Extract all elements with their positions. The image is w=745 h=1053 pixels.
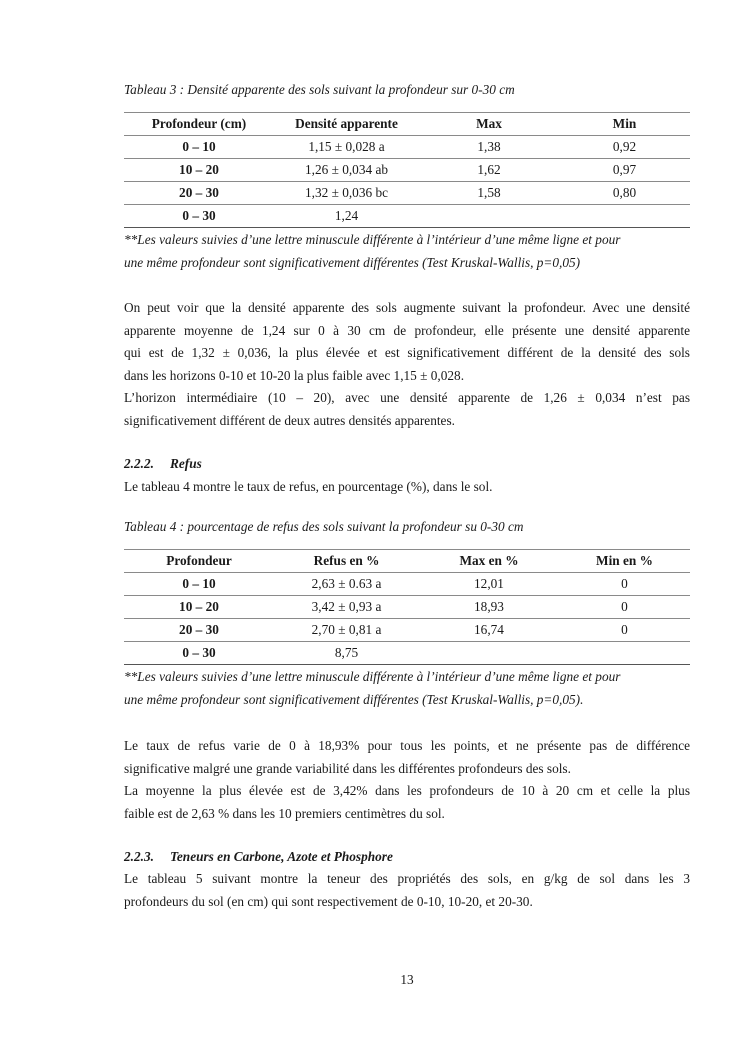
- paragraph-densite: [124, 297, 690, 432]
- table3-note-line: une même profondeur sont significativement différentes (Test Kruskal-Wallis, p=0,05): [124, 254, 581, 270]
- table3-header-densite: Densité apparente: [274, 113, 419, 136]
- table3-cell-max: 1,58: [419, 182, 559, 205]
- paragraph-line: qui est de 1,32 ± 0,036, la plus élevée et est significativement différent de la densité des sols: [124, 345, 690, 360]
- table-row: [124, 596, 690, 619]
- table4-header-row: [124, 550, 690, 573]
- paragraph-line: dans les horizons 0-10 et 10-20 la plus faible avec 1,15 ± 0,028.: [124, 367, 465, 383]
- table4-header-refus: Refus en %: [274, 550, 419, 573]
- table3-header-row: [124, 113, 690, 136]
- page-number: 13: [400, 972, 414, 987]
- table4-cell-profondeur: 0 – 10: [124, 573, 274, 596]
- table-row: [124, 182, 690, 205]
- section-title: Refus: [170, 456, 202, 471]
- table3-cell-min: 0,92: [559, 136, 690, 159]
- table4-cell-min: 0: [559, 573, 690, 596]
- table3-cell-min: [559, 205, 690, 228]
- table4-cell-max: [419, 642, 559, 665]
- paragraph-line: faible est de 2,63 % dans les 10 premiers centimètres du sol.: [124, 805, 445, 821]
- table-row: [124, 573, 690, 596]
- table4-cell-refus: 8,75: [274, 642, 419, 665]
- table4-cell-profondeur: 20 – 30: [124, 619, 274, 642]
- table3-caption: Tableau 3 : Densité apparente des sols suivant la profondeur sur 0-30 cm: [124, 82, 515, 97]
- table4-cell-refus: 2,63 ± 0.63 a: [274, 573, 419, 596]
- table4: [124, 549, 690, 665]
- table3-header-max: Max: [419, 113, 559, 136]
- table4-note: [124, 666, 690, 711]
- table-row: [124, 136, 690, 159]
- paragraph-line: L’horizon intermédiaire (10 – 20), avec une densité apparente de 1,26 ± 0,034 n’est pas: [124, 390, 690, 405]
- paragraph-line: La moyenne la plus élevée est de 3,42% dans les profondeurs de 10 à 20 cm et celle la plus: [124, 783, 690, 798]
- table3-cell-densite: 1,26 ± 0,034 ab: [274, 159, 419, 182]
- table3-cell-densite: 1,15 ± 0,028 a: [274, 136, 419, 159]
- paragraph-line: significativement différent de deux autres densités apparentes.: [124, 412, 455, 428]
- table4-cell-max: 16,74: [419, 619, 559, 642]
- paragraph-line: apparente moyenne de 1,24 sur 0 à 30 cm de profondeur, elle présente une densité apparente: [124, 322, 690, 338]
- table-row: [124, 619, 690, 642]
- section-heading-refus: [124, 453, 690, 475]
- table3-cell-max: 1,62: [419, 159, 559, 182]
- table4-note-line: une même profondeur sont significativement différentes (Test Kruskal-Wallis, p=0,05).: [124, 691, 584, 707]
- table3-cell-profondeur: 0 – 30: [124, 205, 274, 228]
- table3-note: [124, 229, 690, 274]
- table4-cell-min: 0: [559, 596, 690, 619]
- table3-cell-max: 1,38: [419, 136, 559, 159]
- table3-cell-min: 0,80: [559, 182, 690, 205]
- section-heading-teneurs: [124, 846, 690, 868]
- table3-cell-max: [419, 205, 559, 228]
- table3-cell-profondeur: 20 – 30: [124, 182, 274, 205]
- table3: [124, 112, 690, 228]
- table3-cell-profondeur: 0 – 10: [124, 136, 274, 159]
- paragraph-teneurs: [124, 868, 690, 913]
- table-row: [124, 159, 690, 182]
- section-number: 2.2.3.: [124, 849, 154, 864]
- table4-caption: Tableau 4 : pourcentage de refus des sols suivant la profondeur su 0-30 cm: [124, 519, 524, 534]
- table3-cell-densite: 1,24: [274, 205, 419, 228]
- paragraph-line: profondeurs du sol (en cm) qui sont respectivement de 0-10, 10-20, et 20-30.: [124, 893, 533, 909]
- section-title: Teneurs en Carbone, Azote et Phosphore: [170, 849, 393, 864]
- table4-note-line: **Les valeurs suivies d’une lettre minuscule différente à l’intérieur d’une même ligne et pour: [124, 669, 621, 684]
- paragraph-line: Le taux de refus varie de 0 à 18,93% pour tous les points, et ne présente pas de différence: [124, 738, 690, 753]
- table4-header-min: Min en %: [559, 550, 690, 573]
- table-row: [124, 642, 690, 665]
- table-row: [124, 205, 690, 228]
- table3-header-profondeur: Profondeur (cm): [124, 113, 274, 136]
- table3-cell-profondeur: 10 – 20: [124, 159, 274, 182]
- table3-cell-min: 0,97: [559, 159, 690, 182]
- section-number: 2.2.2.: [124, 456, 154, 471]
- table3-note-line: **Les valeurs suivies d’une lettre minuscule différente à l’intérieur d’une même ligne et pour: [124, 232, 621, 247]
- table3-cell-densite: 1,32 ± 0,036 bc: [274, 182, 419, 205]
- table4-cell-min: [559, 642, 690, 665]
- table4-cell-refus: 3,42 ± 0,93 a: [274, 596, 419, 619]
- table4-cell-max: 12,01: [419, 573, 559, 596]
- table4-header-profondeur: Profondeur: [124, 550, 274, 573]
- paragraph-line: significative malgré une grande variabilité dans les différentes profondeurs des sols.: [124, 760, 571, 776]
- table4-cell-profondeur: 0 – 30: [124, 642, 274, 665]
- table4-cell-max: 18,93: [419, 596, 559, 619]
- paragraph-refus: [124, 735, 690, 825]
- table4-header-max: Max en %: [419, 550, 559, 573]
- table4-cell-min: 0: [559, 619, 690, 642]
- table4-cell-profondeur: 10 – 20: [124, 596, 274, 619]
- paragraph-refus-intro: Le tableau 4 montre le taux de refus, en pourcentage (%), dans le sol.: [124, 479, 493, 494]
- paragraph-line: On peut voir que la densité apparente des sols augmente suivant la profondeur. Avec une densité: [124, 300, 690, 315]
- table4-cell-refus: 2,70 ± 0,81 a: [274, 619, 419, 642]
- table3-header-min: Min: [559, 113, 690, 136]
- paragraph-line: Le tableau 5 suivant montre la teneur des propriétés des sols, en g/kg de sol dans les 3: [124, 871, 690, 886]
